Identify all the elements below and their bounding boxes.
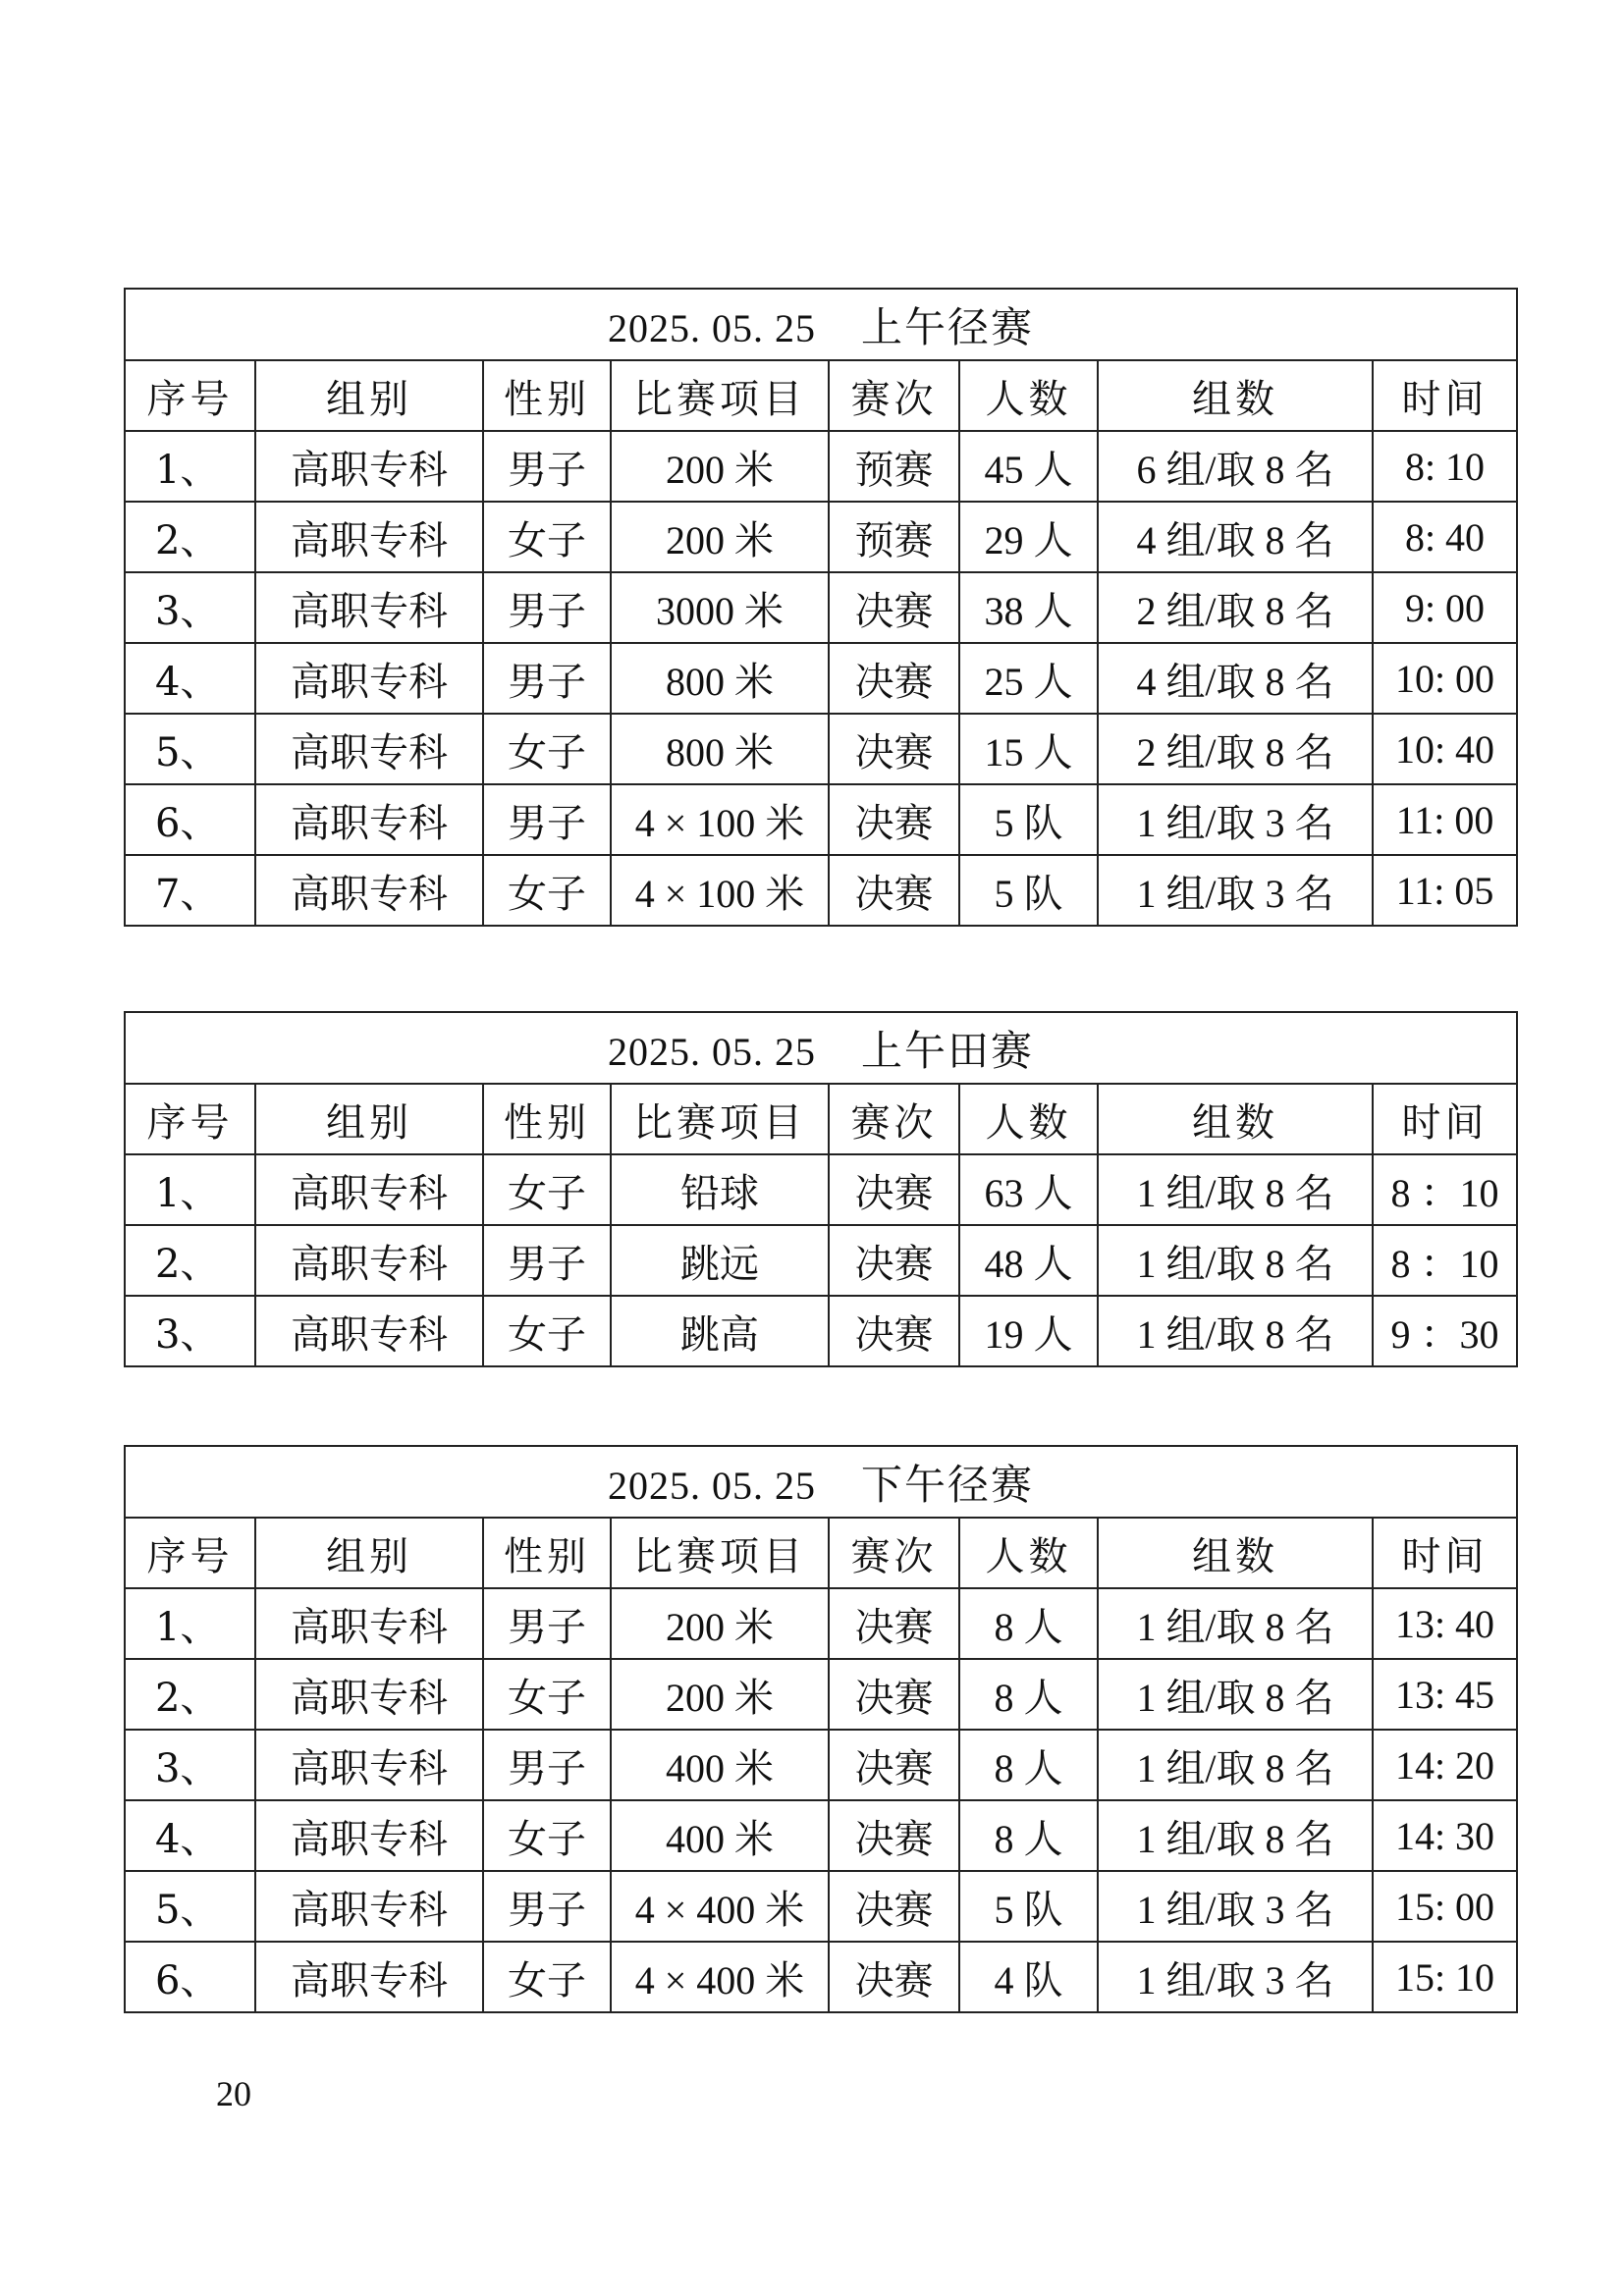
cell-group: 高职专科	[255, 1800, 483, 1871]
table-date: 2025. 05. 25	[608, 305, 816, 350]
cell-time: 10: 40	[1373, 714, 1517, 784]
cell-gender: 女子	[483, 1154, 611, 1225]
cell-gender: 女子	[483, 855, 611, 926]
cell-group: 高职专科	[255, 1296, 483, 1366]
cell-group: 高职专科	[255, 1588, 483, 1659]
cell-heats: 1 组/取 8 名	[1098, 1730, 1373, 1800]
cell-heats: 1 组/取 8 名	[1098, 1659, 1373, 1730]
cell-event: 4 × 400 米	[611, 1942, 829, 2012]
header-cell-count: 人数	[959, 360, 1098, 431]
cell-time: 15: 00	[1373, 1871, 1517, 1942]
cell-event: 跳远	[611, 1225, 829, 1296]
cell-round: 决赛	[829, 1588, 959, 1659]
cell-heats: 1 组/取 8 名	[1098, 1154, 1373, 1225]
cell-count: 8 人	[959, 1800, 1098, 1871]
cell-time: 11: 05	[1373, 855, 1517, 926]
cell-heats: 4 组/取 8 名	[1098, 643, 1373, 714]
table-row	[125, 1154, 1517, 1225]
cell-event: 200 米	[611, 431, 829, 502]
cell-heats: 1 组/取 3 名	[1098, 1942, 1373, 2012]
table-date: 2025. 05. 25	[608, 1029, 816, 1074]
table-body	[125, 1154, 1517, 1366]
cell-time: 9: 00	[1373, 572, 1517, 643]
cell-gender: 男子	[483, 1588, 611, 1659]
table-row	[125, 714, 1517, 784]
cell-event: 200 米	[611, 502, 829, 572]
cell-group: 高职专科	[255, 502, 483, 572]
cell-count: 8 人	[959, 1659, 1098, 1730]
cell-time: 13: 40	[1373, 1588, 1517, 1659]
cell-gender: 女子	[483, 1296, 611, 1366]
cell-seq: 5、	[125, 1871, 255, 1942]
header-cell-round: 赛次	[829, 1084, 959, 1154]
cell-event: 400 米	[611, 1730, 829, 1800]
header-cell-heats: 组数	[1098, 1084, 1373, 1154]
cell-event: 4 × 400 米	[611, 1871, 829, 1942]
cell-round: 决赛	[829, 784, 959, 855]
cell-count: 29 人	[959, 502, 1098, 572]
cell-count: 45 人	[959, 431, 1098, 502]
header-cell-count: 人数	[959, 1518, 1098, 1588]
cell-group: 高职专科	[255, 714, 483, 784]
cell-count: 5 队	[959, 1871, 1098, 1942]
cell-event: 200 米	[611, 1588, 829, 1659]
cell-heats: 2 组/取 8 名	[1098, 572, 1373, 643]
header-cell-round: 赛次	[829, 1518, 959, 1588]
cell-time: 10: 00	[1373, 643, 1517, 714]
header-cell-heats: 组数	[1098, 1518, 1373, 1588]
schedule-table-morning-field	[124, 1011, 1518, 1367]
cell-seq: 2、	[125, 502, 255, 572]
cell-round: 决赛	[829, 1296, 959, 1366]
table-date: 2025. 05. 25	[608, 1463, 816, 1508]
cell-time: 11: 00	[1373, 784, 1517, 855]
cell-event: 铅球	[611, 1154, 829, 1225]
cell-gender: 男子	[483, 572, 611, 643]
cell-time: 8: 40	[1373, 502, 1517, 572]
header-cell-time: 时间	[1373, 360, 1517, 431]
cell-count: 8 人	[959, 1730, 1098, 1800]
cell-heats: 1 组/取 3 名	[1098, 1871, 1373, 1942]
table-row	[125, 1588, 1517, 1659]
cell-event: 3000 米	[611, 572, 829, 643]
cell-round: 决赛	[829, 1871, 959, 1942]
cell-gender: 女子	[483, 1942, 611, 2012]
cell-gender: 男子	[483, 1730, 611, 1800]
table-name: 下午径赛	[861, 1460, 1035, 1509]
header-row	[125, 1084, 1517, 1154]
cell-gender: 男子	[483, 1871, 611, 1942]
table-title-row	[125, 1446, 1517, 1518]
cell-round: 决赛	[829, 1730, 959, 1800]
table-row	[125, 1800, 1517, 1871]
cell-gender: 男子	[483, 431, 611, 502]
cell-gender: 女子	[483, 1800, 611, 1871]
table-row	[125, 1871, 1517, 1942]
header-cell-round: 赛次	[829, 360, 959, 431]
cell-seq: 2、	[125, 1225, 255, 1296]
cell-round: 决赛	[829, 1154, 959, 1225]
cell-event: 4 × 100 米	[611, 855, 829, 926]
cell-event: 4 × 100 米	[611, 784, 829, 855]
cell-round: 预赛	[829, 502, 959, 572]
header-row	[125, 360, 1517, 431]
cell-round: 决赛	[829, 855, 959, 926]
header-cell-event: 比赛项目	[611, 1084, 829, 1154]
schedule-table-afternoon-track	[124, 1445, 1518, 2013]
cell-count: 5 队	[959, 784, 1098, 855]
header-cell-gender: 性别	[483, 1084, 611, 1154]
cell-group: 高职专科	[255, 1871, 483, 1942]
cell-seq: 1、	[125, 431, 255, 502]
cell-round: 决赛	[829, 572, 959, 643]
cell-round: 决赛	[829, 1942, 959, 2012]
cell-heats: 1 组/取 8 名	[1098, 1800, 1373, 1871]
cell-count: 38 人	[959, 572, 1098, 643]
header-cell-count: 人数	[959, 1084, 1098, 1154]
table-body	[125, 1588, 1517, 2012]
cell-seq: 6、	[125, 784, 255, 855]
cell-heats: 6 组/取 8 名	[1098, 431, 1373, 502]
cell-count: 5 队	[959, 855, 1098, 926]
cell-time: 9 ：30	[1373, 1296, 1517, 1366]
cell-heats: 2 组/取 8 名	[1098, 714, 1373, 784]
cell-seq: 5、	[125, 714, 255, 784]
header-cell-seq: 序号	[125, 360, 255, 431]
table-row	[125, 643, 1517, 714]
cell-heats: 1 组/取 8 名	[1098, 1225, 1373, 1296]
table-title	[125, 289, 1517, 360]
header-cell-heats: 组数	[1098, 360, 1373, 431]
cell-round: 决赛	[829, 1800, 959, 1871]
cell-round: 预赛	[829, 431, 959, 502]
cell-event: 400 米	[611, 1800, 829, 1871]
cell-round: 决赛	[829, 1225, 959, 1296]
cell-group: 高职专科	[255, 784, 483, 855]
table-row	[125, 784, 1517, 855]
table-body	[125, 431, 1517, 926]
cell-seq: 3、	[125, 572, 255, 643]
cell-group: 高职专科	[255, 572, 483, 643]
cell-count: 48 人	[959, 1225, 1098, 1296]
cell-count: 25 人	[959, 643, 1098, 714]
table-name: 上午田赛	[861, 1026, 1035, 1075]
cell-count: 8 人	[959, 1588, 1098, 1659]
header-cell-gender: 性别	[483, 360, 611, 431]
cell-time: 13: 45	[1373, 1659, 1517, 1730]
cell-group: 高职专科	[255, 1942, 483, 2012]
cell-heats: 4 组/取 8 名	[1098, 502, 1373, 572]
header-cell-group: 组别	[255, 1518, 483, 1588]
header-cell-time: 时间	[1373, 1518, 1517, 1588]
table-name: 上午径赛	[861, 302, 1035, 351]
header-cell-group: 组别	[255, 1084, 483, 1154]
cell-round: 决赛	[829, 1659, 959, 1730]
table-title-row	[125, 289, 1517, 360]
cell-gender: 男子	[483, 784, 611, 855]
table-row	[125, 855, 1517, 926]
cell-time: 8 ：10	[1373, 1154, 1517, 1225]
cell-seq: 4、	[125, 1800, 255, 1871]
cell-event: 跳高	[611, 1296, 829, 1366]
cell-seq: 3、	[125, 1730, 255, 1800]
cell-gender: 女子	[483, 502, 611, 572]
header-cell-event: 比赛项目	[611, 360, 829, 431]
cell-seq: 1、	[125, 1154, 255, 1225]
cell-heats: 1 组/取 3 名	[1098, 855, 1373, 926]
table-row	[125, 1296, 1517, 1366]
header-cell-gender: 性别	[483, 1518, 611, 1588]
cell-seq: 3、	[125, 1296, 255, 1366]
header-cell-seq: 序号	[125, 1518, 255, 1588]
header-cell-group: 组别	[255, 360, 483, 431]
cell-seq: 6、	[125, 1942, 255, 2012]
cell-seq: 7、	[125, 855, 255, 926]
header-cell-time: 时间	[1373, 1084, 1517, 1154]
cell-group: 高职专科	[255, 1730, 483, 1800]
cell-count: 63 人	[959, 1154, 1098, 1225]
header-cell-seq: 序号	[125, 1084, 255, 1154]
cell-count: 4 队	[959, 1942, 1098, 2012]
cell-event: 800 米	[611, 714, 829, 784]
page-number: 20	[216, 2074, 251, 2113]
schedule-table-morning-track	[124, 288, 1518, 927]
header-cell-event: 比赛项目	[611, 1518, 829, 1588]
cell-gender: 女子	[483, 1659, 611, 1730]
cell-heats: 1 组/取 3 名	[1098, 784, 1373, 855]
cell-time: 8 ：10	[1373, 1225, 1517, 1296]
table-row	[125, 572, 1517, 643]
cell-time: 15: 10	[1373, 1942, 1517, 2012]
cell-gender: 男子	[483, 643, 611, 714]
table-title-row	[125, 1012, 1517, 1084]
cell-group: 高职专科	[255, 1154, 483, 1225]
cell-time: 14: 20	[1373, 1730, 1517, 1800]
cell-seq: 2、	[125, 1659, 255, 1730]
table-row	[125, 1730, 1517, 1800]
table-row	[125, 1659, 1517, 1730]
cell-event: 800 米	[611, 643, 829, 714]
cell-seq: 4、	[125, 643, 255, 714]
cell-count: 15 人	[959, 714, 1098, 784]
table-row	[125, 1942, 1517, 2012]
cell-round: 决赛	[829, 643, 959, 714]
cell-group: 高职专科	[255, 855, 483, 926]
cell-count: 19 人	[959, 1296, 1098, 1366]
table-row	[125, 1225, 1517, 1296]
cell-time: 14: 30	[1373, 1800, 1517, 1871]
table-title	[125, 1012, 1517, 1084]
cell-round: 决赛	[829, 714, 959, 784]
cell-group: 高职专科	[255, 1225, 483, 1296]
header-row	[125, 1518, 1517, 1588]
cell-seq: 1、	[125, 1588, 255, 1659]
cell-gender: 女子	[483, 714, 611, 784]
cell-heats: 1 组/取 8 名	[1098, 1588, 1373, 1659]
cell-group: 高职专科	[255, 643, 483, 714]
cell-group: 高职专科	[255, 431, 483, 502]
table-title	[125, 1446, 1517, 1518]
table-row	[125, 502, 1517, 572]
cell-group: 高职专科	[255, 1659, 483, 1730]
table-row	[125, 431, 1517, 502]
cell-heats: 1 组/取 8 名	[1098, 1296, 1373, 1366]
cell-event: 200 米	[611, 1659, 829, 1730]
cell-time: 8: 10	[1373, 431, 1517, 502]
cell-gender: 男子	[483, 1225, 611, 1296]
